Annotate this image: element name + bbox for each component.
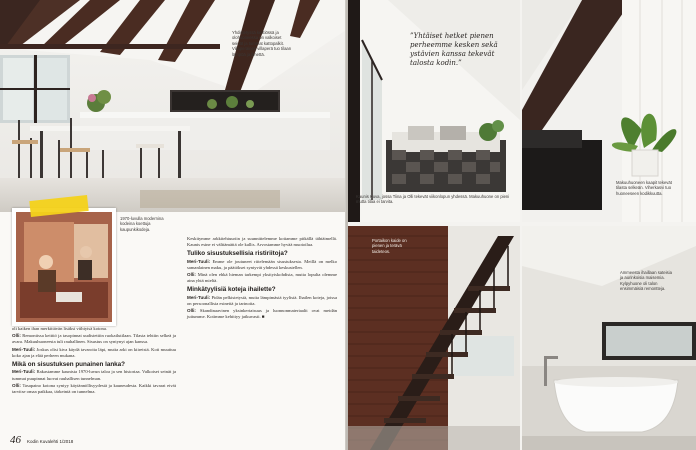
quote: ”Yhtäiset hetket pienen perheemme kesken sekä ystävien kanssa tekevät talosta kodin.”: [410, 32, 498, 67]
right-page: [348, 0, 696, 450]
paragraph: Keskitymme arkkitehtuuriin ja suunnittelemme kotiamme pitkällä tähtäimellä. Kaunis esine ei välttämättä ole kallis. Arvostamme hyvää muotoilua.: [187, 236, 337, 248]
paragraph: Meri-Tuuli: Joskus olisi kiva käydä tavaroita läpi, mutta arki on kiireistä. Koti muuttuu koko ajan ja elää perheen mukana.: [12, 346, 176, 358]
kitchen-photo: [0, 0, 346, 212]
staircase-photo: [348, 226, 520, 450]
subheading: Minkätyylisiä koteja ihailette?: [187, 286, 276, 294]
left-page: [0, 0, 346, 450]
paragraph: Olli: Remontissa keittiö ja tasopinnat uudistettiin ruokailutilaan. Tilasta tehtiin selkeä ja avara. Makuuhuoneesta tuli rauhallinen. Sisustus on syntynyt ajan kanssa.: [12, 333, 176, 345]
text-column-2: [187, 236, 337, 322]
bedroom-caption: Kaunis Kuva, jossa Tiina ja Olli tekevät viikonlopun yhdessä. Makuuhuone on pieni mutta tilaa ei tarvita.: [356, 194, 510, 205]
paragraph: Olli: Skandinaavinen yksinkertaisuus ja luonnonmateriaalit ovat meidän juttumme. Kotimme kehittyy jatkuvasti. ■: [187, 308, 337, 320]
paragraph: Meri-Tuuli: Pidän pelkistetystä, mutta lämpimästä tyylistä. Ihailen koteja, joissa on persoonallisia esineitä ja tarinoita.: [187, 294, 337, 307]
paragraph: Olli: Minä olen ehkä hieman tarkempi yksityiskohdista, mutta lopulta olemme aina yhtä mieltä.: [187, 272, 338, 284]
page-folio: [10, 430, 73, 448]
staircase-caption: Portaikon kaide on pienen ja terävä taideteos.: [372, 238, 407, 254]
magazine-name: Kodin Kuvalehti 1/2018: [27, 439, 74, 444]
paragraph: Olli: Tasapaino kotona syntyy käytännöllisyydestä ja kauneudesta. Kaikki tavarat eivät tarvitse omaa paikkaa, tärkeintä on tunnelma.: [12, 382, 176, 394]
bathroom-photo: [522, 226, 696, 450]
text-column-1: [12, 236, 176, 396]
page-number: 46: [10, 434, 21, 446]
paragraph: oli kaiken ihan merkittävän lisäksi viihtyisä kotona.: [12, 326, 108, 331]
family-photo-caption: 1970-luvulla modernina kodeina koettuja kaupunkikodeja.: [120, 216, 164, 232]
kitchen-caption: Yhdistetyssä keittiössä ja olohuoneessa on valkoiset seinät ja tummat kattopalkit. Villaperäinen villaperä tuo tilaan lämpöä ja ilmettä.: [232, 30, 292, 57]
bathroom-caption: Ammeesta ihaillaan sateisia ja aurinkoisia maisemia. Kylpyhuone oli talon ensimmäisiä remontteja.: [620, 270, 672, 292]
paragraph: Meri-Tuuli: Rakastamme kaunista 1970-luvun taloa ja sen historiaa. Valkoiset seinät ja tummat puupinnat luovat rauhallisen tunnelman.: [12, 369, 176, 381]
subheading: Tuliko sisustuksellisia ristiriitoja?: [187, 250, 288, 258]
wardrobe-caption: Makuuhuoneen kaapit tekevät tilasta selkeän. Viherkasvi tuo huoneeseen kodikkuutta.: [616, 180, 672, 196]
paragraph: Meri-Tuuli: Emme ole joutuneet riitelemään sisustuksesta. Meillä on melko samanlainen maku, ja päätökset syntyvät yhdessä keskustellen.: [187, 258, 337, 270]
subheading: Mikä on sisustuksen punainen lanka?: [12, 360, 126, 368]
